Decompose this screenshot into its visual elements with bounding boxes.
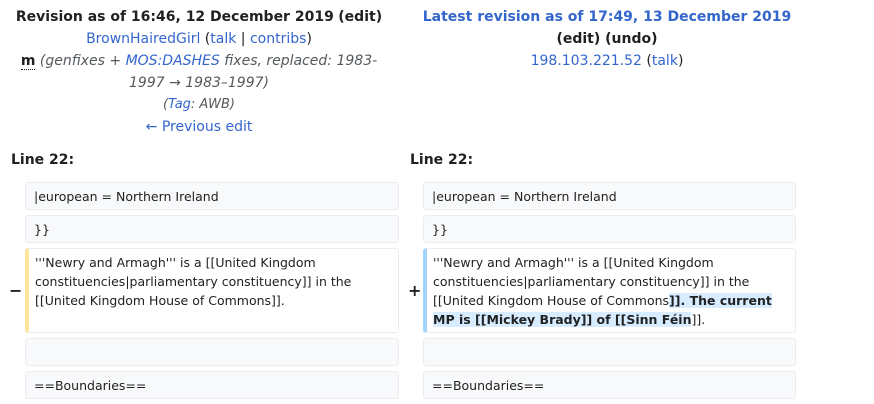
- deleted-text-line: constituencies|parliamentary constituency]] in the: [35, 274, 352, 289]
- old-revision-header: [0, 6, 398, 138]
- new-line-number: Line 22:: [410, 152, 474, 168]
- context-line-left: }}: [25, 215, 399, 243]
- minor-edit-flag: m: [20, 53, 36, 69]
- old-user-line: BrownHairedGirl (talk | contribs): [86, 31, 312, 47]
- added-text-line: constituencies|parliamentary constituency]] in the: [433, 274, 750, 289]
- inserted-text: ]]. The current: [669, 293, 772, 308]
- new-user-line: 198.103.221.52 (talk): [530, 53, 684, 69]
- deleted-line-marker: −: [9, 281, 23, 300]
- deleted-text-line: '''Newry and Armagh''' is a [[United Kingdom: [35, 255, 316, 270]
- mos-dashes-link[interactable]: MOS:DASHES: [125, 53, 220, 69]
- old-edit-summary-line2: 1997 → 1983–1997): [129, 75, 269, 91]
- old-edit-summary: [0, 50, 398, 72]
- context-line-left: ==Boundaries==: [25, 371, 399, 399]
- new-revision-header: Latest revision as of 17:49, 13 December 2019 (edit) (undo) 198.103.221.52 (talk): [398, 6, 816, 72]
- context-line-left: |european = Northern Ireland: [25, 182, 399, 210]
- added-line: [423, 248, 796, 333]
- old-line-number: Line 22:: [11, 152, 75, 168]
- empty-context-left: [25, 338, 399, 366]
- previous-edit-link[interactable]: ← Previous edit: [145, 119, 253, 135]
- inserted-text: MP is [[Mickey Brady]] of [[Sinn Féin: [433, 312, 692, 327]
- tag-lead: (: [163, 97, 169, 112]
- added-text-line: [433, 291, 787, 310]
- deleted-line: [25, 248, 399, 333]
- old-edit-link[interactable]: edit: [344, 9, 376, 25]
- deleted-text-line: [[United Kingdom House of Commons]].: [35, 293, 285, 308]
- new-revision-link[interactable]: Latest revision as of 17:49, 13 December 2019: [422, 9, 792, 25]
- old-edit-tag: [0, 94, 398, 116]
- summary-line1-tail: fixes, replaced: 1983-: [219, 53, 378, 69]
- old-revision-link[interactable]: Revision as of 16:46, 12 December 2019: [15, 9, 334, 25]
- context-line-right: }}: [423, 215, 796, 243]
- undo-link[interactable]: undo: [611, 31, 652, 47]
- context-line-right: |european = Northern Ireland: [423, 182, 796, 210]
- new-user-link[interactable]: 198.103.221.52: [530, 53, 642, 69]
- summary-lead: (genfixes +: [39, 53, 126, 69]
- new-user-talk-link[interactable]: talk: [651, 53, 678, 69]
- old-revision-title: Revision as of 16:46, 12 December 2019 (edit): [15, 9, 383, 25]
- tag-link[interactable]: Tag: [168, 97, 191, 112]
- old-user-talk-link[interactable]: talk: [210, 31, 237, 47]
- added-text-unchanged: ]].: [691, 312, 706, 327]
- added-text-line: '''Newry and Armagh''' is a [[United Kingdom: [433, 255, 714, 270]
- added-line-marker: +: [408, 281, 422, 300]
- context-line-right: ==Boundaries==: [423, 371, 796, 399]
- new-edit-link[interactable]: edit: [562, 31, 594, 47]
- added-text-line: [433, 310, 787, 329]
- empty-context-right: [423, 338, 796, 366]
- tag-tail: : AWB): [190, 97, 235, 112]
- old-user-contribs-link[interactable]: contribs: [249, 31, 307, 47]
- old-user-link[interactable]: BrownHairedGirl: [86, 31, 201, 47]
- added-text-unchanged: [[United Kingdom House of Commons: [433, 293, 670, 308]
